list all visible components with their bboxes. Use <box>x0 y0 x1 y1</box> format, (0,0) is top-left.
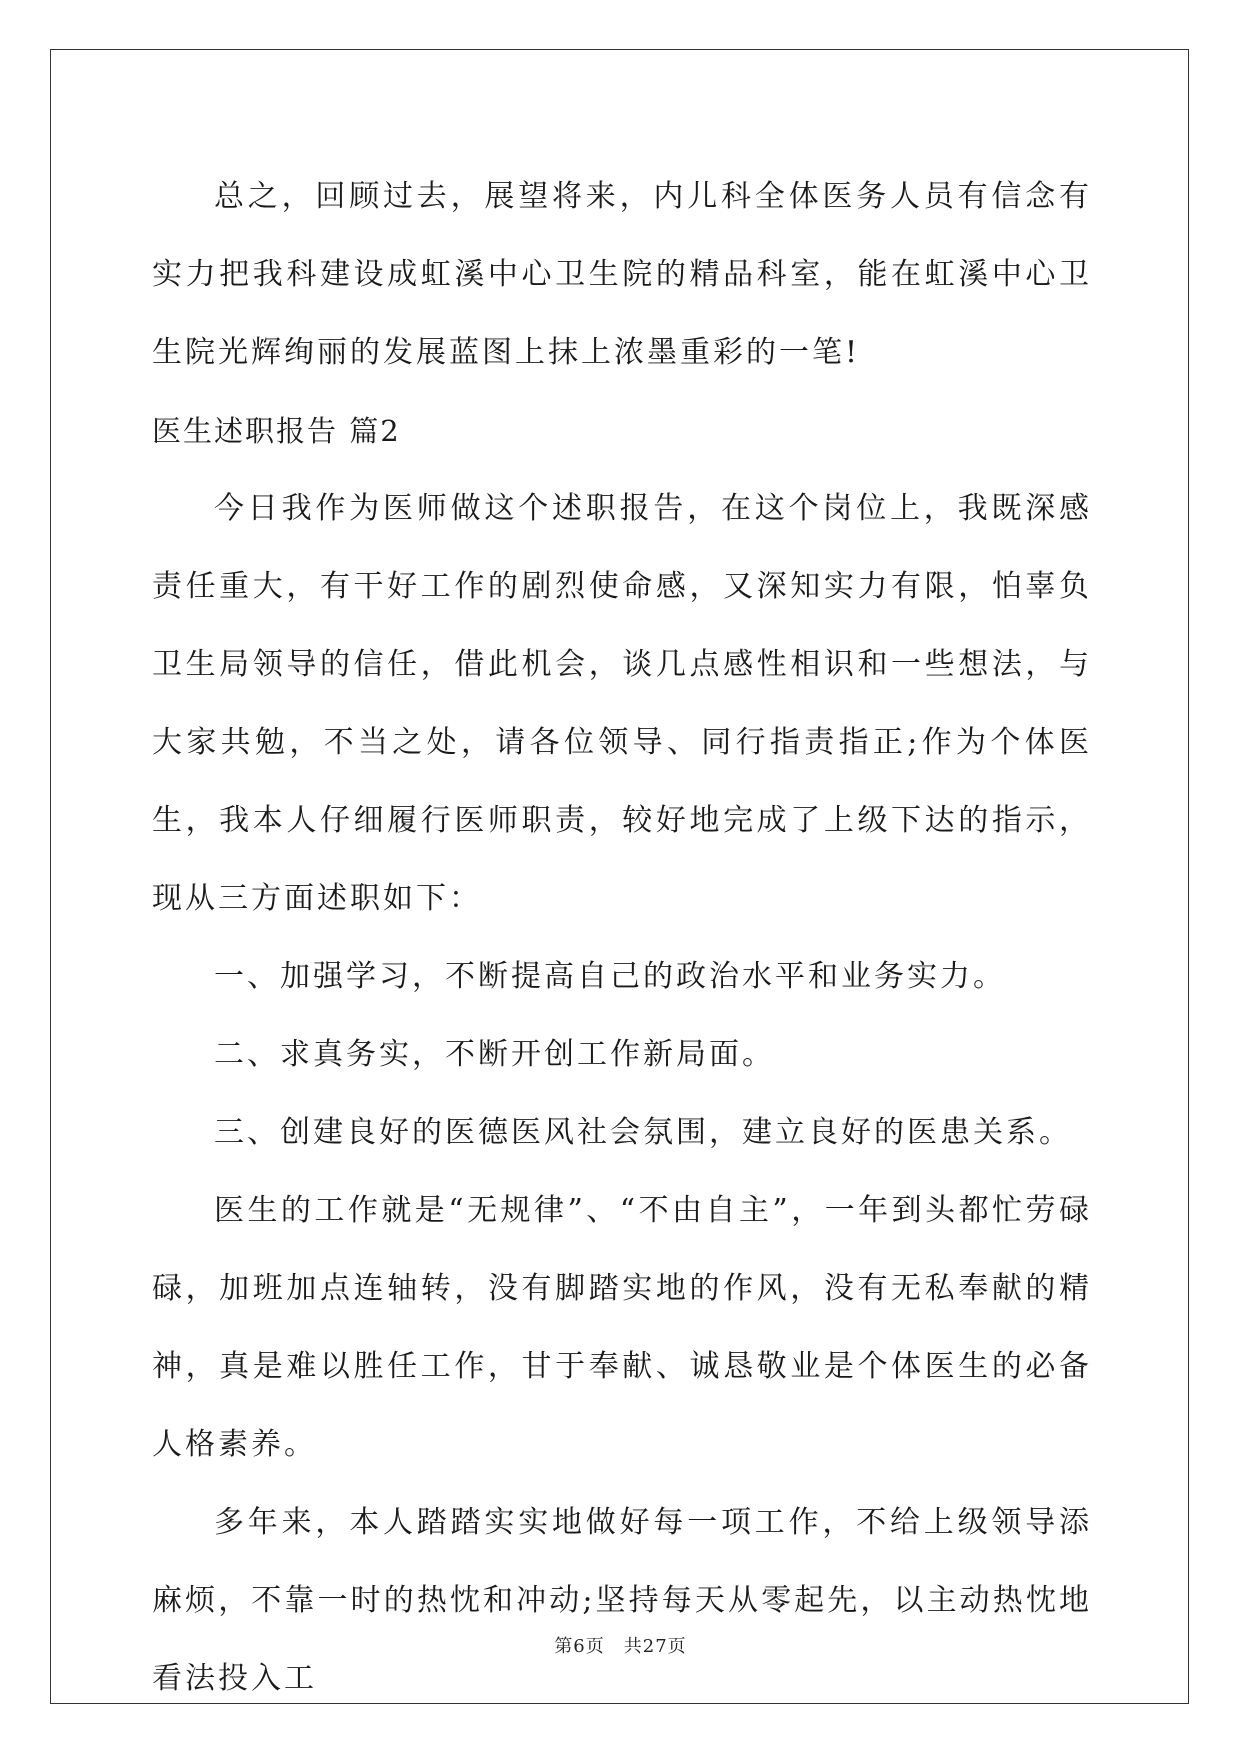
paragraph: 今日我作为医师做这个述职报告，在这个岗位上，我既深感责任重大，有干好工作的剧烈使命感，又深知实力有限，怕辜负卫生局领导的信任，借此机会，谈几点感性相识和一些想法，与大家共勉，不当之处，请各位领导、同行指责指正;作为个体医生，我本人仔细履行医师职责，较好地完成了上级下达的指示，现从三方面述职如下： <box>152 491 1092 916</box>
document-body <box>152 158 1092 1718</box>
paragraph: 多年来，本人踏踏实实地做好每一项工作，不给上级领导添麻烦，不靠一时的热忱和冲动;坚持每天从零起先，以主动热忱地看法投入工 <box>152 1505 1092 1696</box>
paragraph: 一、加强学习，不断提高自己的政治水平和业务实力。 <box>214 959 1006 994</box>
paragraph: 总之，回顾过去，展望将来，内儿科全体医务人员有信念有实力把我科建设成虹溪中心卫生院的精品科室，能在虹溪中心卫生院光辉绚丽的发展蓝图上抹上浓墨重彩的一笔! <box>152 179 1092 370</box>
paragraph: 二、求真务实，不断开创工作新局面。 <box>214 1037 775 1072</box>
paragraph: 医生的工作就是“无规律”、“不由自主”，一年到头都忙劳碌碌，加班加点连轴转，没有脚踏实地的作风，没有无私奉献的精神，真是难以胜任工作，甘于奉献、诚恳敬业是个体医生的必备人格素养。 <box>152 1193 1092 1462</box>
section-heading: 医生述职报告 篇2 <box>152 414 401 448</box>
page-number: 第6页 共27页 <box>554 1636 687 1657</box>
paragraph: 三、创建良好的医德医风社会氛围，建立良好的医患关系。 <box>214 1115 1072 1150</box>
